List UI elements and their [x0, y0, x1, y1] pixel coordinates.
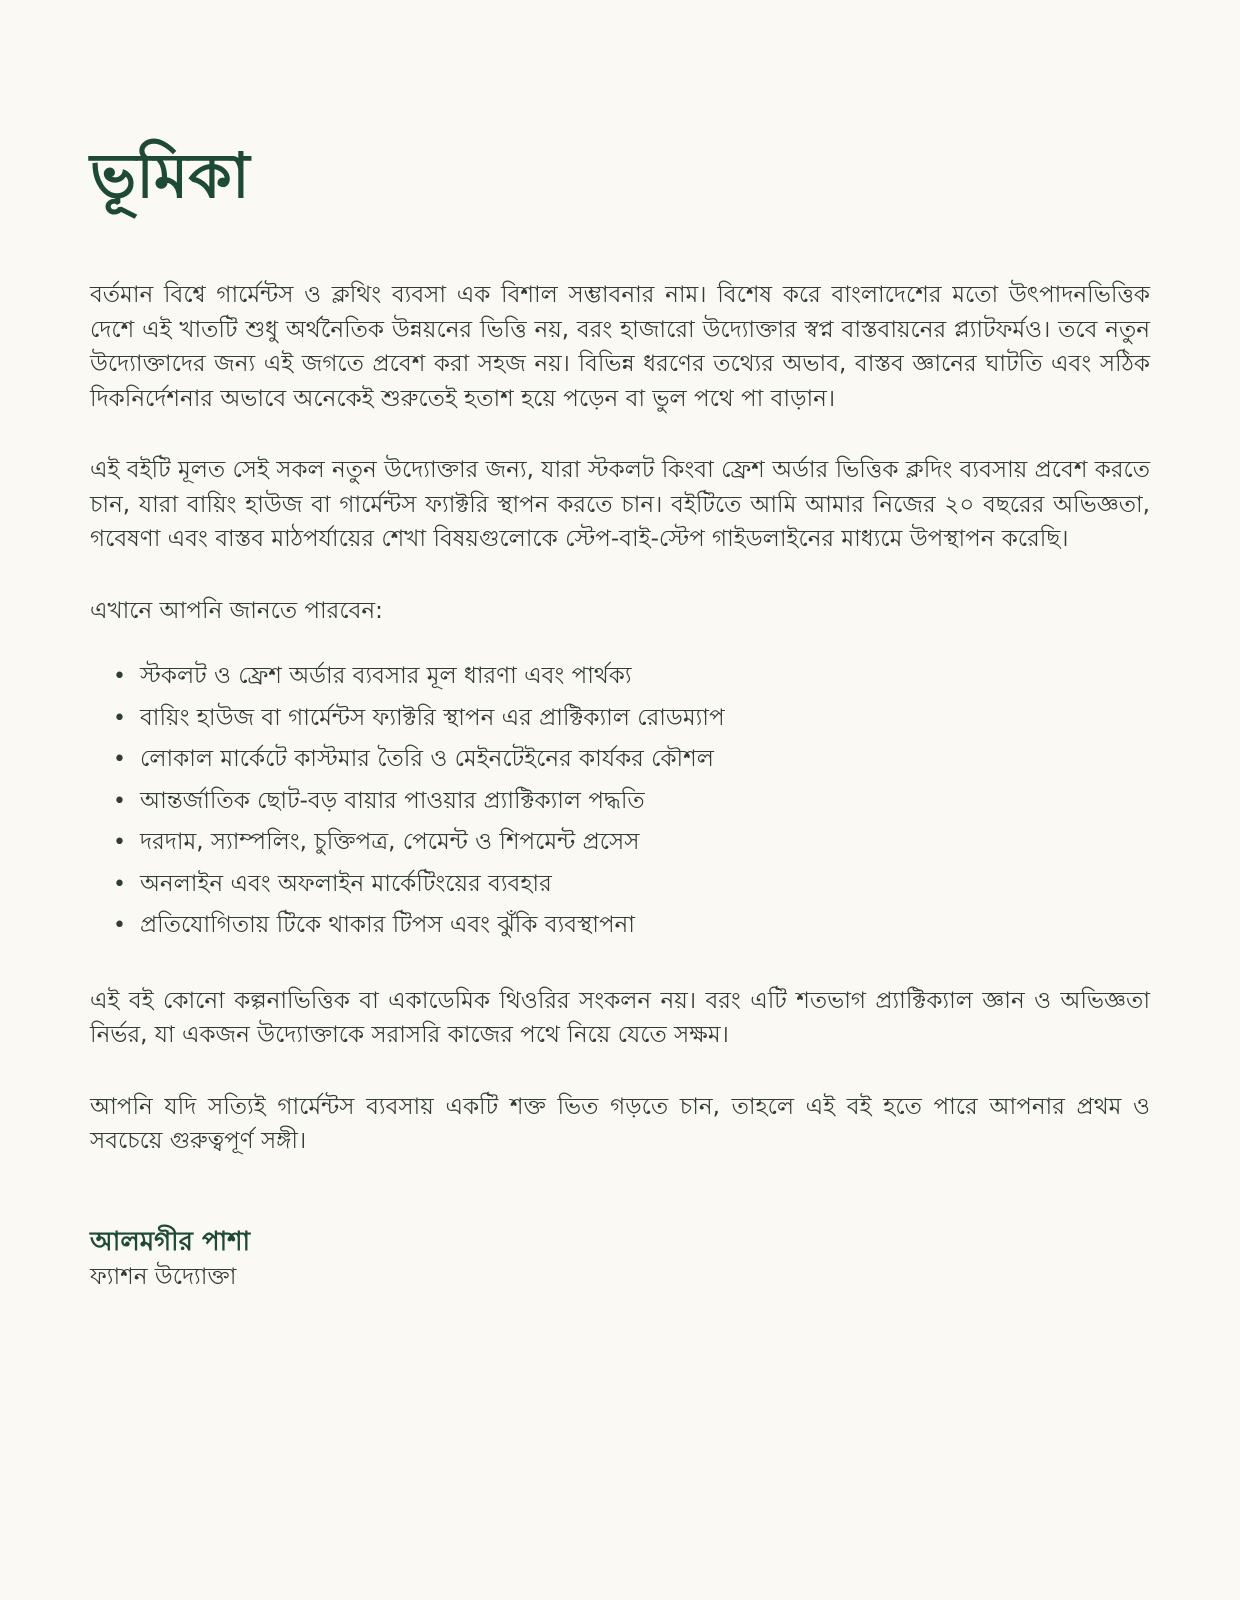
- list-item: [113, 739, 1150, 781]
- list-item: [113, 781, 1150, 823]
- bullet-icon: •: [113, 913, 126, 938]
- list-item-text: প্রতিযোগিতায় টিকে থাকার টিপস এবং ঝুঁকি ব্যবস্থাপনা: [140, 912, 635, 938]
- list-item-text: বায়িং হাউজ বা গার্মেন্টস ফ্যাক্টরি স্থাপন এর প্রাক্টিক্যাল রোডম্যাপ: [140, 704, 725, 731]
- bullet-icon: •: [113, 705, 126, 731]
- page-title: ভূমিকা: [90, 139, 250, 212]
- list-item-text: অনলাইন এবং অফলাইন মার্কেটিংয়ের ব্যবহার: [140, 870, 552, 897]
- signature-block: [90, 1224, 1150, 1294]
- intro-paragraph-1: বর্তমান বিশ্বে গার্মেন্টস ও ক্লথিং ব্যবসা এক বিশাল সম্ভাবনার নাম। বিশেষ করে বাংলাদেশের মতো উৎপাদনভিত্তিক দেশে এই খাতটি শুধু অর্থনৈতিক উন্নয়নের ভিত্তি নয়, বরং হাজারো উদ্যোক্তার স্বপ্ন বাস্তবায়নের প্ল্যাটফর্মও। তবে নতুন উদ্যোক্তাদের জন্য এই জগতে প্রবেশ করা সহজ নয়। বিভিন্ন ধরণের তথ্যের অভাব, বাস্তব জ্ঞানের ঘাটতি এবং সঠিক দিকনির্দেশনার অভাবে অনেকেই শুরুতেই হতাশ হয়ে পড়েন বা ভুল পথে পা বাড়ান।: [90, 282, 1150, 412]
- bullet-icon: •: [113, 664, 126, 689]
- list-item: [113, 698, 1150, 740]
- list-item-text: আন্তর্জাতিক ছোট-বড় বায়ার পাওয়ার প্র্যাক্টিক্যাল পদ্ধতি: [140, 787, 645, 814]
- bullet-icon: •: [113, 747, 126, 772]
- closing-paragraph-1: এই বই কোনো কল্পনাভিত্তিক বা একাডেমিক থিওরির সংকলন নয়। বরং এটি শতভাগ প্র্যাক্টিক্যাল জ্ঞান ও অভিজ্ঞতা নির্ভর, যা একজন উদ্যোক্তাকে সরাসরি কাজের পথে নিয়ে যেতে সক্ষম।: [90, 987, 1150, 1048]
- bullet-icon: •: [113, 830, 126, 855]
- intro-paragraph-2: এই বইটি মূলত সেই সকল নতুন উদ্যোক্তার জন্য, যারা স্টকলট কিংবা ফ্রেশ অর্ডার ভিত্তিক ক্লদিং ব্যবসায় প্রবেশ করতে চান, যারা বায়িং হাউজ বা গার্মেন্টস ফ্যাক্টরি স্থাপন করতে চান। বইটিতে আমি আমার নিজের ২০ বছরের অভিজ্ঞতা, গবেষণা এবং বাস্তব মাঠপর্যায়ের শেখা বিষয়গুলোকে স্টেপ-বাই-স্টেপ গাইডলাইনের মাধ্যমে উপস্থাপন করেছি।: [90, 457, 1150, 552]
- list-item: [113, 656, 1150, 698]
- list-intro: এখানে আপনি জানতে পারবেন:: [90, 597, 383, 624]
- bullet-icon: •: [113, 871, 126, 897]
- closing-paragraph-2: আপনি যদি সত্যিই গার্মেন্টস ব্যবসায় একটি শক্ত ভিত গড়তে চান, তাহলে এই বই হতে পারে আপনার প্রথম ও সবচেয়ে গুরুত্বপূর্ণ সঙ্গী।: [90, 1093, 1150, 1154]
- topics-list: [90, 656, 1150, 947]
- list-item: [113, 822, 1150, 864]
- list-item-text: লোকাল মার্কেটে কাস্টমার তৈরি ও মেইনটেইনের কার্যকর কৌশল: [140, 746, 714, 772]
- list-item-text: দরদাম, স্যাম্পলিং, চুক্তিপত্র, পেমেন্ট ও শিপমেন্ট প্রসেস: [140, 829, 640, 855]
- author-role: ফ্যাশন উদ্যোক্তা: [90, 1263, 237, 1290]
- list-item-text: স্টকলট ও ফ্রেশ অর্ডার ব্যবসার মূল ধারণা এবং পার্থক্য: [140, 663, 632, 689]
- bullet-icon: •: [113, 788, 126, 814]
- list-item: [113, 864, 1150, 906]
- author-name: আলমগীর পাশা: [90, 1226, 251, 1257]
- list-item: [113, 905, 1150, 947]
